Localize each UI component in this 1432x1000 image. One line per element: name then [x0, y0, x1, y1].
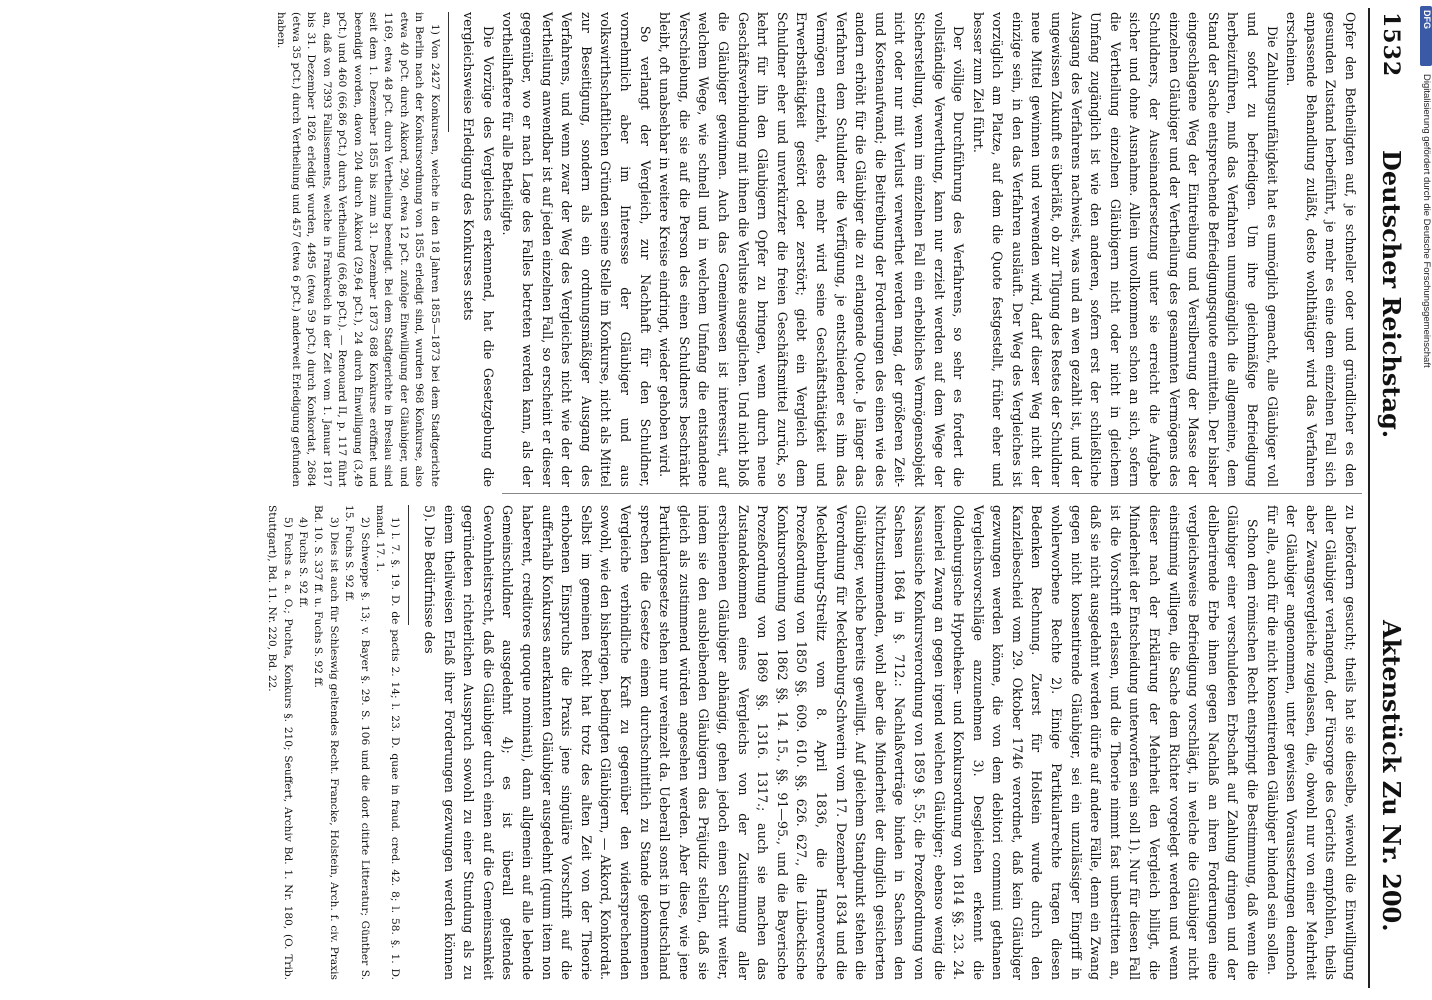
- paragraph: Opfer den Betheiligten auf, je schneller oder und gründlicher es den gesunden Zustand herbeiführt, je mehr es eine dem einzelnen Fall sich anpassende Behandlung zuläßt, desto wohlthätiger wird das Verfahren erscheinen.: [1284, 12, 1358, 487]
- paragraph: Schon dem römischen Recht entspringt die Bestimmung, daß wenn die Gläubiger einer verschuldeten Erbschaft auf Zahlung dringen und der deliberirende Erbe ihnen gegen Nachlaß an ihren Forderungen eine vergleichsweise Befriedigung vorschlägt, in welche die Gläubiger nicht einstimmig willigen, die Sache dem Richter vorgelegt werden und wenn dieser nach der Erklärung der Mehrheit den Vergleich billigt, die Minderheit der Entscheidung unterworfen sein soll 1). Nur für diesen Fall ist die Vorschrift erlassen, und die Theorie nimmt fast unbestritten an, daß sie nicht ausgedehnt werden dürfe auf andere Fälle, denn ein Zwang gegen nicht konsentirende Gläubiger, sei ein unzulässiger Eingriff in wohlerworbene Rechte 2). Einige Partikularrechte tragen diesen Bedenken Rechnung. Zuerst für Holstein wurde durch den Kanzleibescheid vom 29. Oktober 1746 verordnet, daß kein Gläubiger gezwungen werden könne, die von dem debitori communi gethanen Vergleichsvorschläge anzunehmen 3). Desgleichen erkennt die Oldenburgische Hypotheken- und Konkursordnung von 1814 §§. 23. 24. keinerlei Zwang an gegen irgend welchen Gläubiger; ebenso wenig die Nassauische Konkursverordnung von 1859 §. 55; die Prozeßordnung von Sachsen 1864 in §. 712.: Nachlaßverträge binden in Sachsen den Nichtzustimmenden, wohl aber die Minderheit der dinglich gesicherten Gläubiger, welche bereits gewilligt. Auf gleichem Standpunkt stehen die Verordnung für Mecklenburg-Schwerin vom 17. Dezember 1834 und die Mecklenburg-Strelitz vom 8. April 1836, die Hannoversche Prozeßordnung von 1850 §§. 609. 610. §§. 626. 627., die Lübeckische Konkursordnung von 1862 §§. 14. 15., §§. 91—95., und die Bayerische Prozeßordnung von 1869 §§. 1316. 1317.; auch sie machen das Zustandekommen eines Vergleichs von der Zustimmung aller erschienenen Gläubiger abhängig, gehen jedoch einen Schritt weiter, indem sie den ausbleibenden Gläubigern das Präjudiz stellen, daß sie gleich als zustimmend würden angesehen werden. Aber diese, wie jene Partikulargesetze stehen nur vereinzelt da. Ueberall sonst in Deutschland sprechen die Gesetze einem durchschnittlich zu Stande gekommenen Vergleiche verbindliche Kraft zu gegenüber den widersprechenden sowohl, wie den bisherigen, bedingten Gläubigern, — Akkord, Konkordat. Selbst im gemeinen Recht hat trotz des alten Zeit von der Theorie erhobenen Einspruchs die Praxis jene singuläre Vorschrift auf die aufferhalb Konkurses anerkannten Gläubiger ausgedehnt (quum item non haberent, creditores quoque nominati), dann allgemein auf alle lebende Gemeinschuldner ausgedehnt 4); es ist überall geltendes Gewohnheitsrecht, daß die Gläubiger durch einen auf die Gemeinsamkeit gegründeten richterlichen Ausspruch sowohl zu einer Stundung als zu einem theilweisen Erlaß ihrer Forderungen gezwungen werden können 5). Die Bedürfnisse des: [422, 505, 1261, 980]
- right-column: [264, 505, 1360, 980]
- digitization-sidebar: [1420, 6, 1432, 996]
- page-header: [1368, 0, 1410, 990]
- funding-note: Digitalisierung gefördert durch die Deutsche Forschungsgemeinschaft: [1421, 74, 1432, 368]
- dfg-logo-text: DFG: [1422, 10, 1432, 29]
- footnotes: [272, 12, 441, 487]
- footnote-rule: [409, 505, 410, 625]
- dfg-logo: [1420, 6, 1432, 66]
- footnote: 2) Schweppe §. 13; v. Bayer §. 29. S. 106 und die dort citirte Litteratur; Günther S. 15. Fuchs S. 92 ff.: [343, 505, 371, 980]
- footnote: 3) Dies ist auch für Schleswig geltendes Recht. Francke, Holstein, Arch. f. civ. Praxis Bd. 10. S. 337 ff. u. Fuchs S. 92 ff.: [312, 505, 340, 980]
- running-title-left: Deutscher Reichstag.: [1377, 150, 1406, 439]
- paragraph: Die Zahlungsunfähigkeit hat es unmöglich gemacht, alle Gläubiger voll und sofort zu befriedigen. Um ihre gleichmäßige Befriedigung herbeizuführen, muß das Verfahren unumgänglich die allgemeine, dem Stand der Sache entsprechende Befriedigungsquote ermitteln. Der bisher eingeschlagene Weg der Eintreibung und Versilberung der Masse der einzelnen Gläubiger und der Vertheilung des gesammten Vermögens des Schuldners, der Auseinandersetzung unter sie erreicht die Aufgabe sicher und ohne Ausnahme. Allein unvollkommen schon an sich, sofern die Vertheilung einzelnen Gläubigern nicht oder nicht in gleichem Umfang zugänglich ist wie den anderen, sofern erst der schließliche Ausgang des Verfahrens nachweist, was und an wen gezahlt ist, und der ungewissen Zukunft es überläßt, ob zur Tilgung des Restes der Schuldner neue Mittel gewinnen und verwenden wird, darf dieser Weg nicht der einzige sein, in den das Verfahren ausläuft. Der Weg des Vergleiches ist vorzüglich am Platze, auf dem die Quote festgestellt, früher eher und besser zum Ziel führt.: [970, 12, 1280, 487]
- paragraph: So verlangt der Vergleich, zur Nachhaft für den Schuldner, vornehmlich aber im Interesse der Gläubiger und aus volkswirthschaftlichen Gründen seine Stelle im Konkurse, nicht als Mittel zur Beseitigung, sondern als ein ordnungsmäßiger Ausgang des Verfahrens, und wenn zwar der Weg des Vergleiches nicht wie der der Vertheilung anwendbar ist auf jeden einzelnen Fall, so erscheint er dieser gegenüber, wo er nach Lage des Falles betreten werden kann, als der vortheilhaftere für alle Betheiligte.: [500, 12, 653, 487]
- running-title-right: Aktenstück Zu Nr. 200.: [1377, 620, 1406, 932]
- footnote: 4) Fuchs S. 92 ff.: [297, 517, 310, 608]
- document-page: [15, 0, 1410, 990]
- footnote-rule: [448, 12, 449, 132]
- footnotes: [264, 505, 403, 980]
- paragraph: zu befördern gesucht; theils hat sie dieselbe, wiewohl die Einwilligung aller Gläubiger verlangend, der Fürsorge des Gerichts empfohlen, theils aber Zwangsvergleiche zugelassen, die, obwohl nur von einer Mehrheit der Gläubiger angenommen, unter gewissen Voraussetzungen dennoch für alle, auch für die nicht konsentirenden Gläubiger bindend sein sollen.: [1264, 505, 1358, 980]
- footnote: 1) Von 2427 Konkursen, welche in den 18 Jahren 1855—1873 bei dem Stadtgerichte in Berlin nach der Konkursordnung von 1855 erledigt sind, wurden 968 Konkurse, also etwa 40 pCt. durch Akkord, 290, etwa 12 pCt. zufolge Einwilligung der Gläubiger, und 1169, etwa 48 pCt. durch Vertheilung beendigt. Bei dem Stadtgerichte in Breslau sind seit dem 1. Dezember 1855 bis zum 31. Dezember 1873 688 Konkurse eröffnet und beendigt worden, davon 204 durch Akkord (29,64 pCt.), 24 durch Einwilligung (3,49 pCt.) und 460 (66,86 pCt.) durch Vertheilung (66,86 pCt.). — Renouard II, p. 117 führt an, daß von 7393 Fallissements, welche in Frankreich in der Zeit vom 1. Januar 1817 bis 31. Dezember 1826 erledigt wurden, 4495 (etwa 59 pCt.) durch Konkordat, 2684 (etwa 35 pCt.) durch Vertheilung und 457 (etwa 6 pCt.) anderweit Erledigung gefunden haben.: [274, 12, 441, 487]
- footnote: 5) Fuchs a. a. O.; Puchta, Konkurs §. 210; Seuffert, Archiv Bd. 1. Nr. 180, (O. Trib. Stuttgart), Bd. 11. Nr. 220, Bd. 22.: [266, 505, 294, 980]
- column-divider: [502, 493, 1362, 494]
- rotated-page: [15, 0, 1410, 990]
- footnote: 1) l. 7. §. 19. D. de pactis 2. 14; l. 23. D. quae in fraud. cred. 42. 8; l. 58. §. 1. D. mand. 17. 1.: [374, 505, 402, 980]
- header-rule: [1368, 8, 1370, 988]
- page-number: 1532: [1378, 12, 1404, 78]
- left-column: [272, 12, 1360, 487]
- paragraph: Der völlige Durchführung des Verfahrens, so sehr es fordert die vollständige Verwerthung, kann nur erzielt werden auf dem Wege der Sicherstellung, wenn im einzelnen Fall ein erhebliches Vermögensobjekt nicht oder nur mit Verlust verwerthet werden mag, der größeren Zeit- und Kostenaufwand; die Beitreibung der Forderungen des einen wie des andern erhöht für die Gläubiger die zu erlangende Quote. Je länger das Verfahren dem Schuldner die Verfügung, je entschiedener es ihm das Vermögen entzieht, desto mehr wird seine Geschäftsthätigkeit und Erwerbsthätigkeit gestört oder zerstört; giebt ein Vergleich dem Schuldner eher und unverkürzter die freien Geschäftsmittel zurück, so kehrt für ihn den Gläubigern Opfer zu bringen, wenn durch neue Geschäftsverbindung mit ihnen die Verluste ausgeglichen. Und nicht bloß die Gläubiger gewinnen. Auch das Gemeinwesen ist interessirt, auf welchem Wege, wie schnell und in welchem Umfang die entstandene Verschiebung, die sie auf die Person des einen Schuldners beschränkt bleibt, oft unabsehbar in weitere Kreise eindringt, wieder gehoben wird.: [657, 12, 967, 487]
- paragraph: Die Vorzüge des Vergleiches erkennend, hat die Gesetzgebung die vergleichsweise Erledigung des Konkurses stets: [461, 12, 496, 487]
